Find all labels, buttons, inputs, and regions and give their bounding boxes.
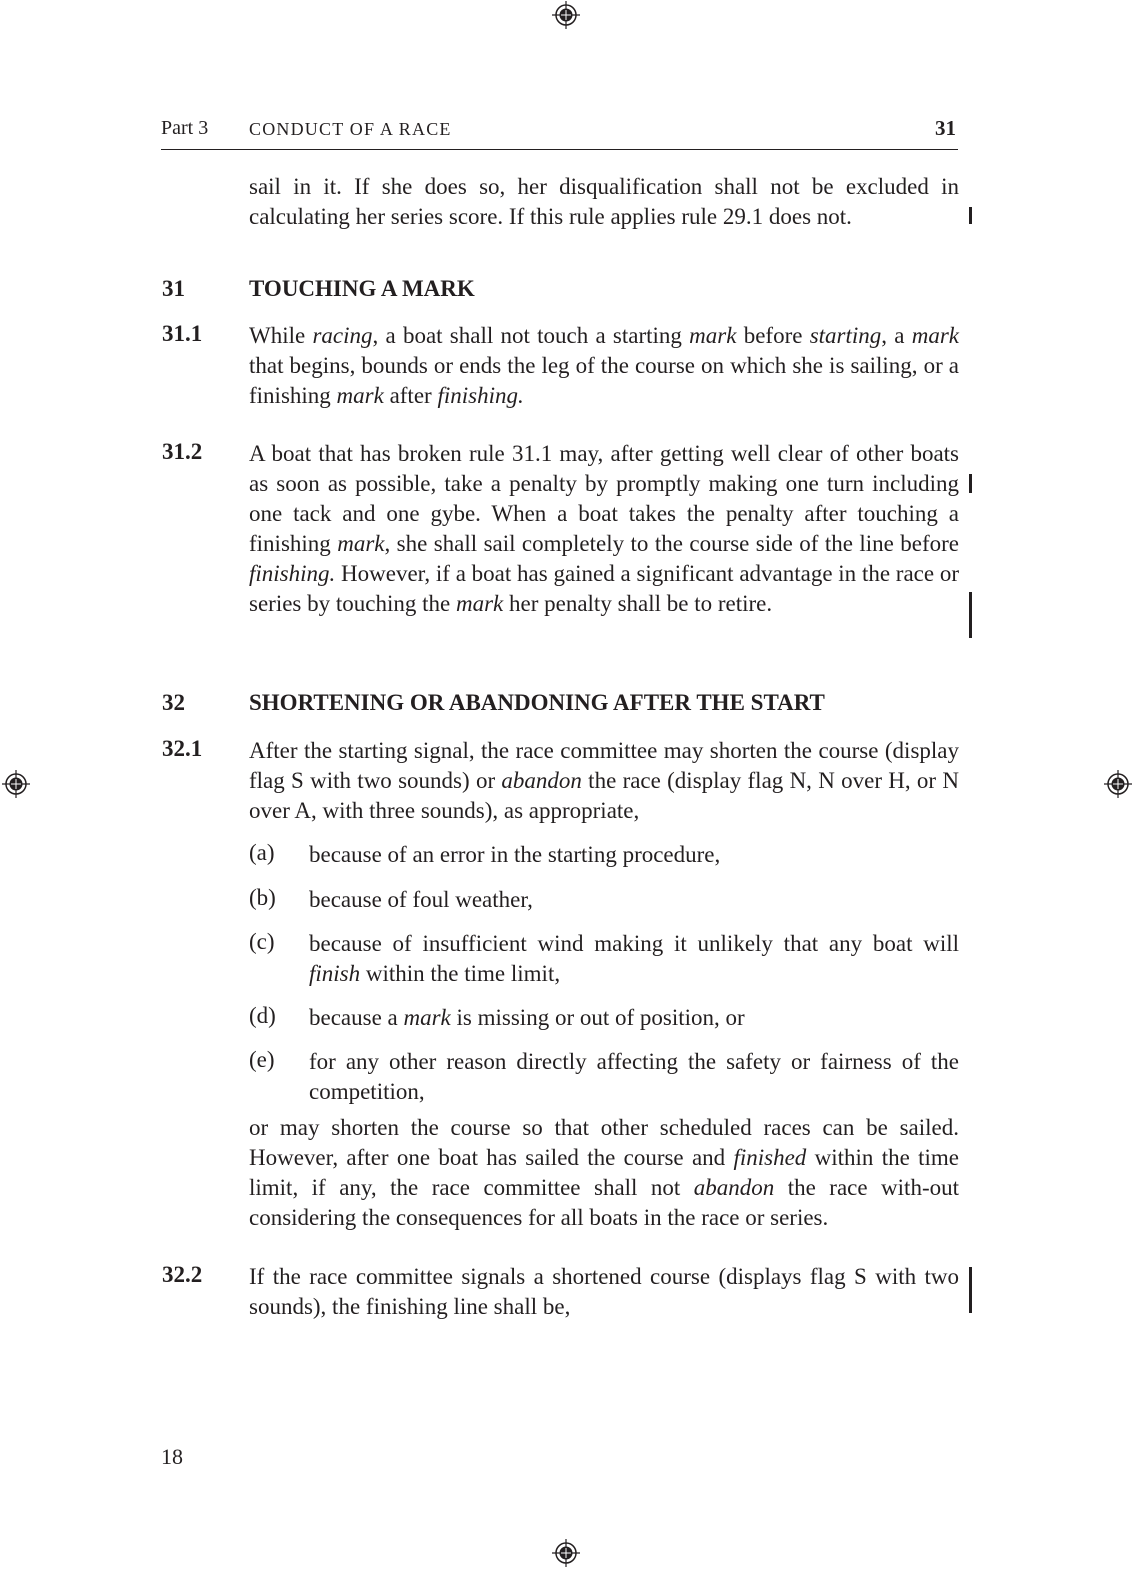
defined-term: mark bbox=[336, 383, 384, 408]
list-item-text bbox=[309, 1047, 959, 1107]
list-item-text bbox=[309, 1003, 959, 1033]
defined-term: mark bbox=[337, 531, 385, 556]
change-bar bbox=[969, 1267, 972, 1313]
change-bar bbox=[969, 207, 972, 224]
list-item-label: (e) bbox=[249, 1047, 275, 1072]
text-run: because of foul weather, bbox=[309, 887, 533, 912]
list-item-text bbox=[309, 840, 959, 870]
rule-number: 31.2 bbox=[162, 439, 203, 464]
text-run: is missing or out of position, or bbox=[450, 1005, 745, 1030]
list-item-label: (b) bbox=[249, 885, 276, 910]
text-run: or may shorten the course so that other scheduled races can be sailed. However, after one boat has sailed the course and bbox=[249, 1115, 959, 1170]
defined-term: racing bbox=[312, 323, 373, 348]
text-run: , a boat shall not touch a starting bbox=[372, 323, 690, 348]
text-run: However, if a boat has gained a significant advantage in the race or series by touching the bbox=[249, 561, 959, 616]
defined-term: abandon bbox=[501, 768, 582, 793]
rule-number: 31.1 bbox=[162, 321, 203, 346]
text-run: , she shall sail completely to the course side of the line before bbox=[384, 531, 959, 556]
text-run: after bbox=[383, 383, 438, 408]
defined-term: finish bbox=[309, 961, 361, 986]
defined-term: mark bbox=[911, 323, 959, 348]
defined-term: finished bbox=[733, 1145, 807, 1170]
defined-term: mark bbox=[403, 1005, 451, 1030]
section-number: 32 bbox=[162, 690, 185, 715]
rule-number: 32.2 bbox=[162, 1262, 203, 1287]
rule-text bbox=[249, 439, 959, 619]
continuation-paragraph: sail in it. If she does so, her disqualification shall not be excluded in calculating her series score. If this rule applies rule 29.1 does not. bbox=[249, 174, 959, 229]
running-head-title: CONDUCT OF A RACE bbox=[249, 119, 452, 139]
section-title: SHORTENING OR ABANDONING AFTER THE START bbox=[249, 690, 825, 715]
defined-term: finishing. bbox=[249, 561, 336, 586]
text-run: the race with-out considering the consequences for all boats in the race or series. bbox=[249, 1175, 959, 1230]
list-item-text bbox=[309, 885, 959, 915]
text-run: within the time limit, bbox=[360, 961, 561, 986]
text-run: A boat that has broken rule 31.1 may, after getting well clear of other boats as soon as possible, take a penalty by promptly making one turn including one tack and one gybe. When a boat takes the penalty after touching a finishing bbox=[249, 441, 959, 556]
text-run: her penalty shall be to retire. bbox=[503, 591, 773, 616]
defined-term: mark bbox=[455, 591, 504, 616]
registration-mark-icon bbox=[551, 1538, 581, 1568]
text-run: because a bbox=[309, 1005, 404, 1030]
text-run: for any other reason directly affecting the safety or fairness of the competition, bbox=[309, 1049, 959, 1104]
section-number: 31 bbox=[162, 276, 185, 301]
running-head bbox=[161, 113, 958, 150]
text-run: If the race committee signals a shortened course (displays flag S with two sounds), the finishing line shall be, bbox=[249, 1264, 959, 1319]
text-run: because of an error in the starting procedure, bbox=[309, 842, 721, 867]
defined-term: abandon bbox=[693, 1175, 775, 1200]
registration-mark-icon bbox=[551, 0, 581, 30]
change-bar bbox=[969, 474, 972, 493]
defined-term: starting bbox=[809, 323, 882, 348]
list-item-label: (c) bbox=[249, 929, 275, 954]
list-item-text bbox=[309, 929, 959, 989]
text-run: within the time limit, if any, the race committee shall not bbox=[249, 1145, 959, 1200]
running-head-rule-number: 31 bbox=[935, 116, 956, 140]
defined-term: mark bbox=[689, 323, 737, 348]
rule-text bbox=[249, 321, 959, 411]
text-run: that begins, bounds or ends the leg of the course on which she is sailing, or a finishing bbox=[249, 353, 959, 408]
running-head-part: Part 3 bbox=[161, 117, 209, 139]
change-bar bbox=[969, 592, 972, 638]
text-run: , a bbox=[881, 323, 912, 348]
list-item-label: (a) bbox=[249, 840, 275, 865]
text-run: because of insufficient wind making it unlikely that any boat will bbox=[309, 931, 959, 956]
rule-text bbox=[249, 736, 959, 826]
registration-mark-icon bbox=[1103, 769, 1133, 799]
rule-closing-text bbox=[249, 1113, 959, 1233]
defined-term: finishing. bbox=[437, 383, 524, 408]
page-number: 18 bbox=[161, 1444, 183, 1469]
list-item-label: (d) bbox=[249, 1003, 276, 1028]
text-run: While bbox=[249, 323, 313, 348]
text-run: After the starting signal, the race committee may shorten the course (display flag S with two sounds) or bbox=[249, 738, 959, 793]
rule-number: 32.1 bbox=[162, 736, 203, 761]
rule-text bbox=[249, 1262, 959, 1322]
section-title: TOUCHING A MARK bbox=[249, 276, 475, 301]
text-run: the race (display flag N, N over H, or N over A, with three sounds), as appropriate, bbox=[249, 768, 959, 823]
text-run: before bbox=[736, 323, 810, 348]
registration-mark-icon bbox=[1, 769, 31, 799]
